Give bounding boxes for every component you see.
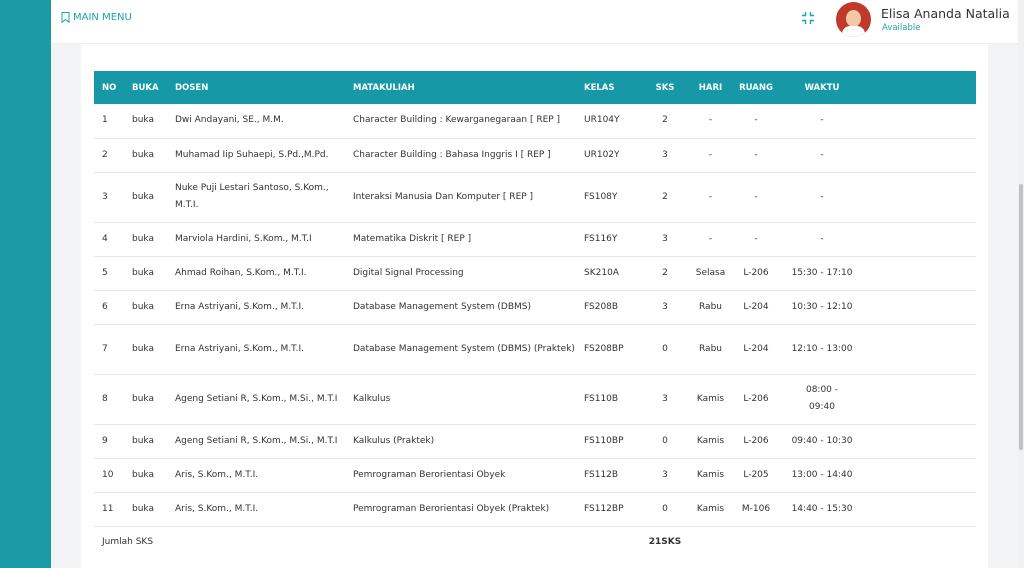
- open-link[interactable]: buka: [124, 424, 167, 458]
- cell-kelas: UR104Y: [576, 104, 639, 138]
- cell-matakuliah: Character Building : Bahasa Inggris I [ REP ]: [345, 138, 576, 172]
- total-sks-value: 21SKS: [648, 536, 682, 547]
- cell-sks: 3: [639, 222, 691, 256]
- cell-sks: 0: [639, 324, 691, 374]
- table-row: [94, 256, 976, 290]
- main-menu-label: MAIN MENU: [73, 12, 132, 23]
- col-ruang: RUANG: [739, 82, 773, 93]
- cell-ruang: -: [730, 222, 782, 256]
- cell-no: 9: [94, 424, 124, 458]
- cell-waktu: 14:40 - 15:30: [782, 492, 862, 526]
- cell-hari: Kamis: [691, 424, 730, 458]
- table-header-row: [94, 71, 976, 104]
- cell-kelas: FS112BP: [576, 492, 639, 526]
- avatar[interactable]: [836, 2, 871, 37]
- scrollbar-thumb[interactable]: [1019, 184, 1023, 450]
- cell-no: 8: [94, 374, 124, 424]
- open-link[interactable]: buka: [124, 458, 167, 492]
- cell-dosen: Erna Astriyani, S.Kom., M.T.I.: [167, 324, 345, 374]
- cell-ruang: L-206: [730, 256, 782, 290]
- col-sks: SKS: [655, 82, 675, 93]
- cell-ruang: -: [730, 138, 782, 172]
- cell-waktu: 13:00 - 14:40: [782, 458, 862, 492]
- cell-hari: -: [691, 222, 730, 256]
- cell-no: 2: [94, 138, 124, 172]
- cell-ruang: L-204: [730, 324, 782, 374]
- cell-ruang: L-206: [730, 374, 782, 424]
- cell-dosen: Ahmad Roihan, S.Kom., M.T.I.: [167, 256, 345, 290]
- cell-kelas: FS208BP: [576, 324, 639, 374]
- cell-matakuliah: Kalkulus: [345, 374, 576, 424]
- total-label: Jumlah SKS: [102, 536, 154, 547]
- open-link[interactable]: buka: [124, 492, 167, 526]
- cell-sks: 3: [639, 290, 691, 324]
- cell-matakuliah: Database Management System (DBMS) (Praktek): [345, 324, 576, 374]
- cell-dosen: Marviola Hardini, S.Kom., M.T.I: [167, 222, 345, 256]
- table-row: [94, 374, 976, 424]
- cell-hari: Kamis: [691, 492, 730, 526]
- cell-dosen: Dwi Andayani, SE., M.M.: [167, 104, 345, 138]
- cell-matakuliah: Database Management System (DBMS): [345, 290, 576, 324]
- col-waktu: WAKTU: [804, 82, 840, 93]
- table-row: [94, 172, 976, 222]
- cell-no: 10: [94, 458, 124, 492]
- cell-hari: Kamis: [691, 374, 730, 424]
- cell-waktu: 12:10 - 13:00: [782, 324, 862, 374]
- cell-sks: 2: [639, 172, 691, 222]
- cell-hari: -: [691, 104, 730, 138]
- table-row: [94, 222, 976, 256]
- compress-icon[interactable]: [801, 11, 815, 25]
- table-row: [94, 138, 976, 172]
- col-kelas: KELAS: [584, 82, 615, 93]
- cell-sks: 0: [639, 424, 691, 458]
- col-hari: HARI: [698, 82, 723, 93]
- open-link[interactable]: buka: [124, 104, 167, 138]
- cell-matakuliah: Digital Signal Processing: [345, 256, 576, 290]
- table-row: [94, 458, 976, 492]
- cell-ruang: -: [730, 104, 782, 138]
- sidebar-strip: [0, 0, 51, 568]
- user-status: Available: [882, 23, 921, 33]
- cell-kelas: FS110B: [576, 374, 639, 424]
- table-row: [94, 424, 976, 458]
- col-matakuliah: MATAKULIAH: [353, 82, 415, 93]
- open-link[interactable]: buka: [124, 172, 167, 222]
- col-buka: BUKA: [132, 82, 159, 93]
- cell-ruang: L-206: [730, 424, 782, 458]
- cell-kelas: SK210A: [576, 256, 639, 290]
- cell-kelas: FS208B: [576, 290, 639, 324]
- cell-matakuliah: Pemrograman Berorientasi Obyek (Praktek): [345, 492, 576, 526]
- table-row: [94, 492, 976, 526]
- cell-matakuliah: Matematika Diskrit [ REP ]: [345, 222, 576, 256]
- table-row: [94, 324, 976, 374]
- cell-no: 6: [94, 290, 124, 324]
- cell-kelas: UR102Y: [576, 138, 639, 172]
- open-link[interactable]: buka: [124, 290, 167, 324]
- col-dosen: DOSEN: [175, 82, 209, 93]
- cell-matakuliah: Character Building : Kewarganegaraan [ REP ]: [345, 104, 576, 138]
- cell-no: 7: [94, 324, 124, 374]
- open-link[interactable]: buka: [124, 324, 167, 374]
- cell-matakuliah: Interaksi Manusia Dan Komputer [ REP ]: [345, 172, 576, 222]
- cell-kelas: FS108Y: [576, 172, 639, 222]
- cell-no: 5: [94, 256, 124, 290]
- schedule-table: [94, 71, 976, 558]
- cell-kelas: FS112B: [576, 458, 639, 492]
- cell-waktu: 08:00 - 09:40: [782, 374, 862, 424]
- cell-kelas: FS116Y: [576, 222, 639, 256]
- cell-no: 4: [94, 222, 124, 256]
- open-link[interactable]: buka: [124, 222, 167, 256]
- cell-no: 11: [94, 492, 124, 526]
- user-name[interactable]: Elisa Ananda Natalia: [881, 6, 1010, 21]
- cell-hari: -: [691, 172, 730, 222]
- cell-no: 3: [94, 172, 124, 222]
- cell-hari: Selasa: [691, 256, 730, 290]
- cell-dosen: Muhamad Iip Suhaepi, S.Pd.,M.Pd.: [167, 138, 345, 172]
- bookmark-icon: [61, 12, 70, 23]
- cell-dosen: Aris, S.Kom., M.T.I.: [167, 492, 345, 526]
- cell-sks: 3: [639, 138, 691, 172]
- cell-dosen: Ageng Setiani R, S.Kom., M.Si., M.T.I: [167, 424, 345, 458]
- cell-dosen: Ageng Setiani R, S.Kom., M.Si., M.T.I: [167, 374, 345, 424]
- main-menu-button[interactable]: [61, 12, 132, 23]
- cell-sks: 3: [639, 374, 691, 424]
- cell-waktu: -: [782, 172, 862, 222]
- top-header: [51, 0, 1018, 44]
- cell-kelas: FS110BP: [576, 424, 639, 458]
- cell-hari: Rabu: [691, 290, 730, 324]
- cell-dosen: Nuke Puji Lestari Santoso, S.Kom., M.T.I.: [167, 172, 345, 222]
- col-no: NO: [102, 82, 117, 93]
- total-row: [94, 526, 976, 558]
- cell-waktu: -: [782, 104, 862, 138]
- cell-hari: -: [691, 138, 730, 172]
- cell-hari: Kamis: [691, 458, 730, 492]
- cell-waktu: 10:30 - 12:10: [782, 290, 862, 324]
- cell-waktu: -: [782, 138, 862, 172]
- cell-sks: 2: [639, 104, 691, 138]
- open-link[interactable]: buka: [124, 138, 167, 172]
- cell-no: 1: [94, 104, 124, 138]
- open-link[interactable]: buka: [124, 374, 167, 424]
- table-row: [94, 104, 976, 138]
- cell-dosen: Erna Astriyani, S.Kom., M.T.I.: [167, 290, 345, 324]
- cell-ruang: L-205: [730, 458, 782, 492]
- cell-waktu: 09:40 - 10:30: [782, 424, 862, 458]
- cell-ruang: M-106: [730, 492, 782, 526]
- cell-waktu: 15:30 - 17:10: [782, 256, 862, 290]
- cell-sks: 0: [639, 492, 691, 526]
- cell-matakuliah: Kalkulus (Praktek): [345, 424, 576, 458]
- cell-ruang: -: [730, 172, 782, 222]
- cell-waktu: -: [782, 222, 862, 256]
- table-row: [94, 290, 976, 324]
- scrollbar[interactable]: [1018, 0, 1024, 568]
- cell-sks: 2: [639, 256, 691, 290]
- cell-matakuliah: Pemrograman Berorientasi Obyek: [345, 458, 576, 492]
- cell-sks: 3: [639, 458, 691, 492]
- cell-dosen: Aris, S.Kom., M.T.I.: [167, 458, 345, 492]
- open-link[interactable]: buka: [124, 256, 167, 290]
- cell-hari: Rabu: [691, 324, 730, 374]
- cell-ruang: L-204: [730, 290, 782, 324]
